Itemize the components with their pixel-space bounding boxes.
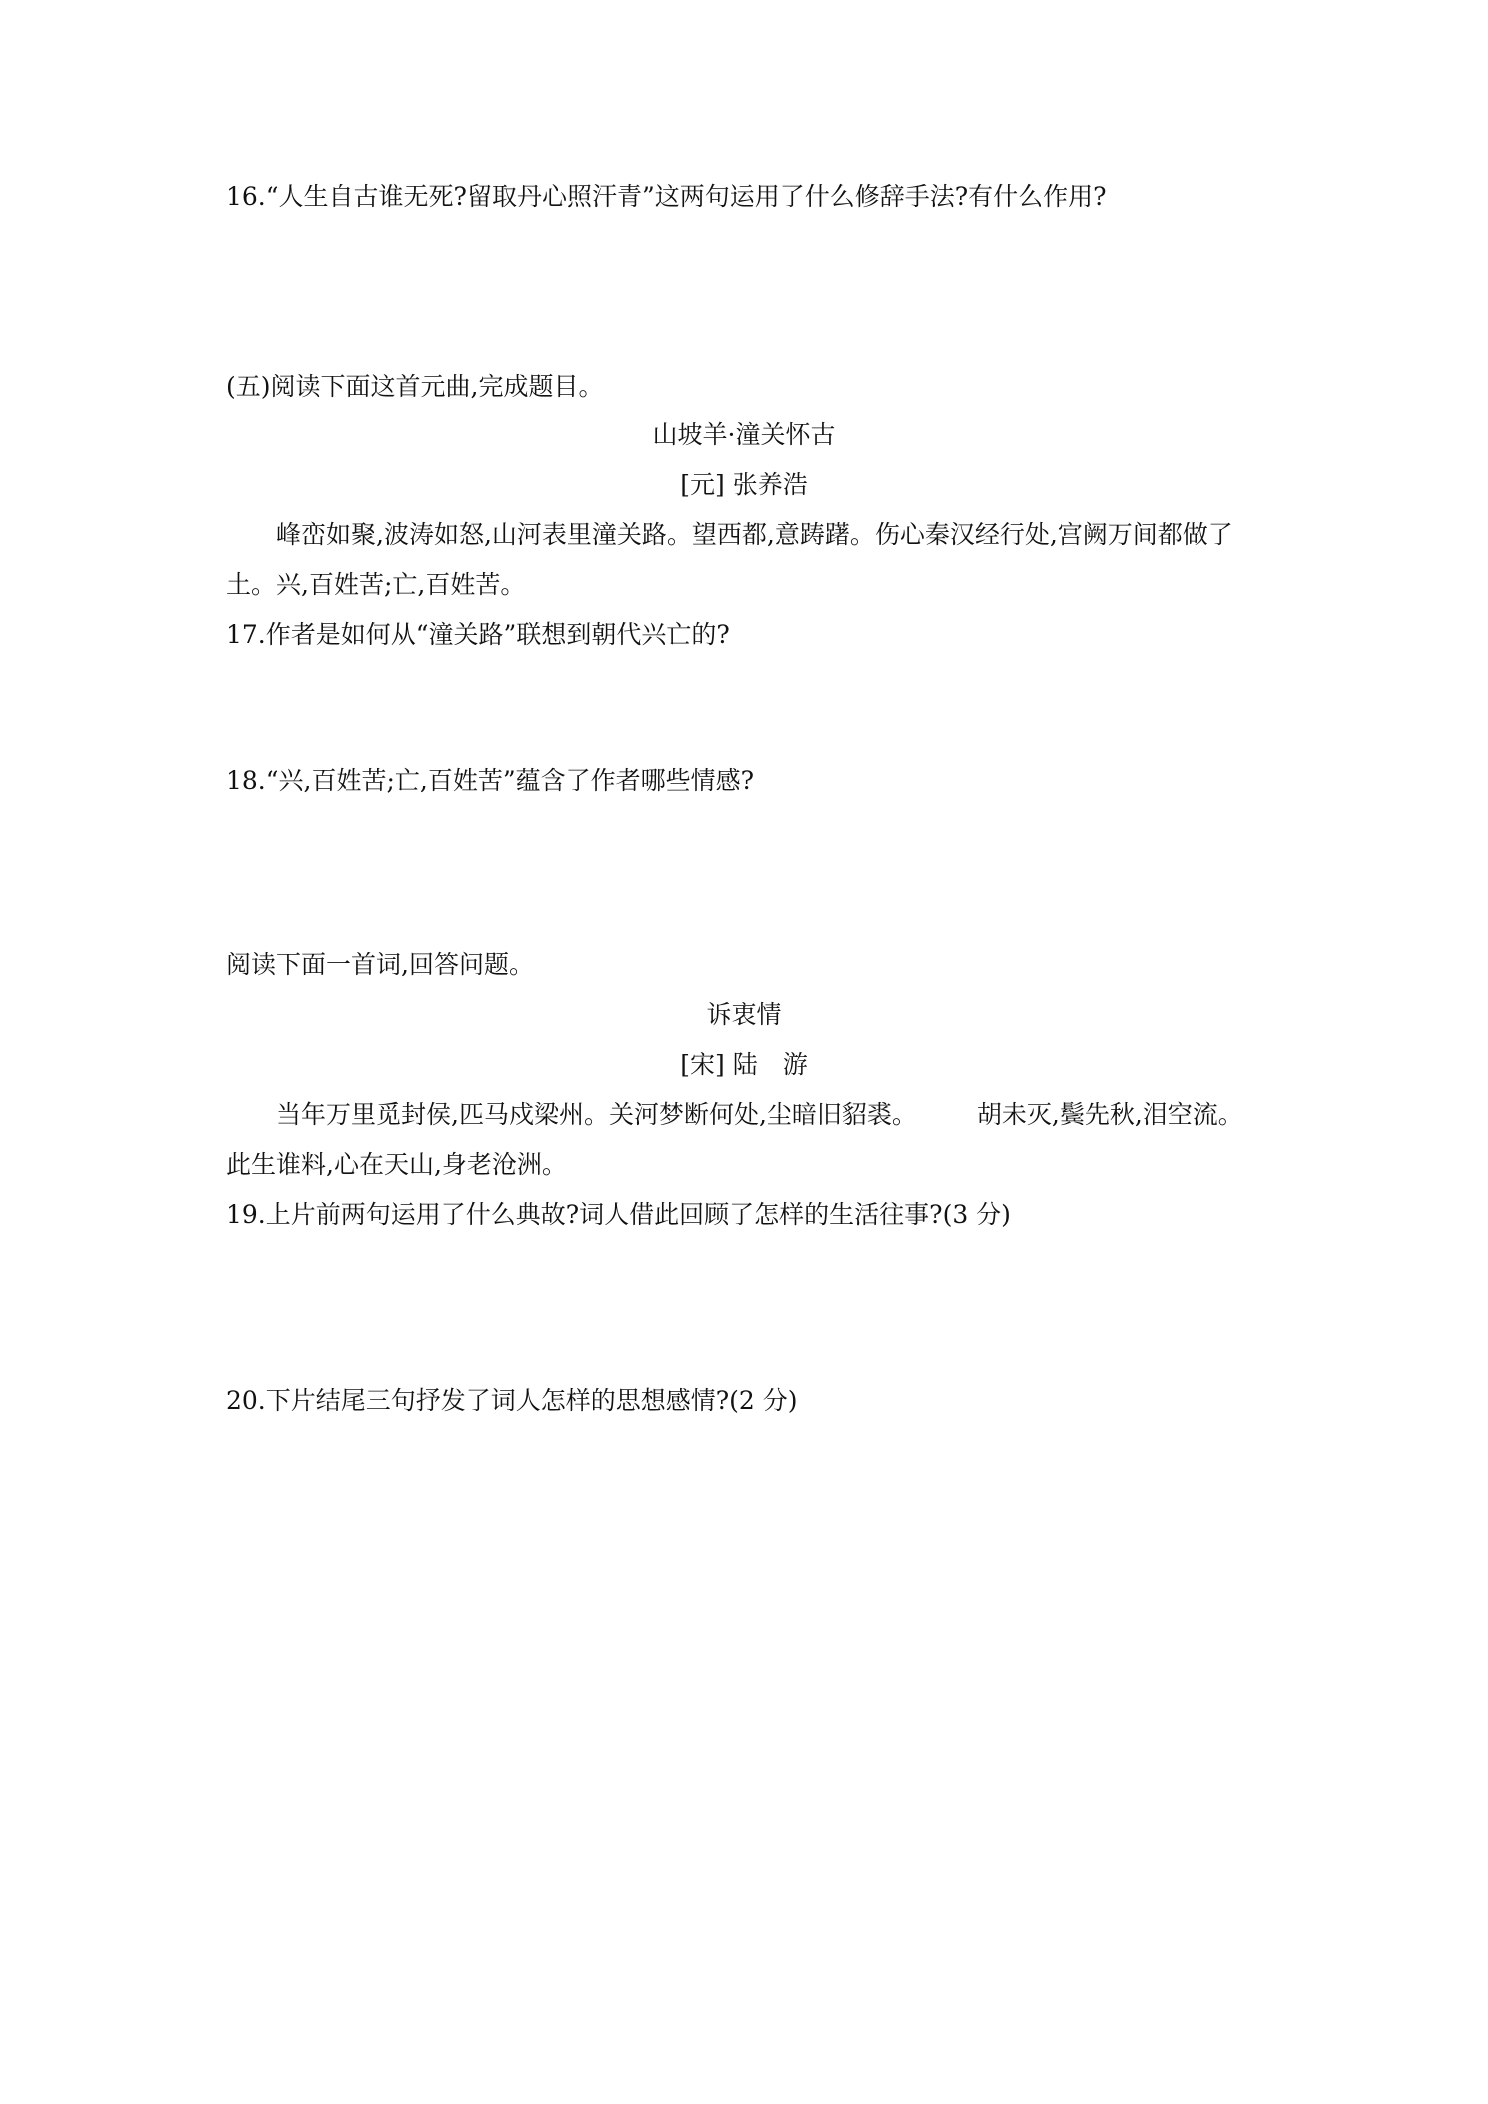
poem-title-shanpoyang: 山坡羊·潼关怀古	[652, 420, 836, 449]
question-18: 18.“兴,百姓苦;亡,百姓苦”蕴含了作者哪些情感?	[226, 766, 755, 795]
question-17: 17.作者是如何从“潼关路”联想到朝代兴亡的?	[226, 620, 730, 649]
section-6-intro: 阅读下面一首词,回答问题。	[226, 950, 534, 979]
poem-body-line-1: 峰峦如聚,波涛如怒,山河表里潼关路。望西都,意踌躇。伤心秦汉经行处,宫阙万间都做了	[276, 520, 1233, 549]
poem-body-line-2: 土。兴,百姓苦;亡,百姓苦。	[226, 570, 526, 599]
ci-title-suzhongqing: 诉衷情	[706, 1000, 782, 1029]
ci-body-line-1	[276, 1098, 1243, 1132]
question-16: 16.“人生自古谁无死?留取丹心照汗青”这两句运用了什么修辞手法?有什么作用?	[226, 182, 1107, 211]
poem-author-zhang-yanghao: [元] 张养浩	[680, 470, 808, 499]
ci-lower-stanza-start: 胡未灭,鬓先秋,泪空流。	[976, 1100, 1243, 1129]
ci-body-line-2: 此生谁料,心在天山,身老沧洲。	[226, 1150, 567, 1179]
ci-author-lu-you: [宋] 陆 游	[680, 1050, 808, 1079]
ci-upper-stanza: 当年万里觅封侯,匹马戍梁州。关河梦断何处,尘暗旧貂裘。	[276, 1100, 917, 1129]
question-20: 20.下片结尾三句抒发了词人怎样的思想感情?(2 分)	[226, 1386, 798, 1415]
question-19: 19.上片前两句运用了什么典故?词人借此回顾了怎样的生活往事?(3 分)	[226, 1200, 1011, 1229]
section-5-intro: (五)阅读下面这首元曲,完成题目。	[226, 372, 604, 401]
